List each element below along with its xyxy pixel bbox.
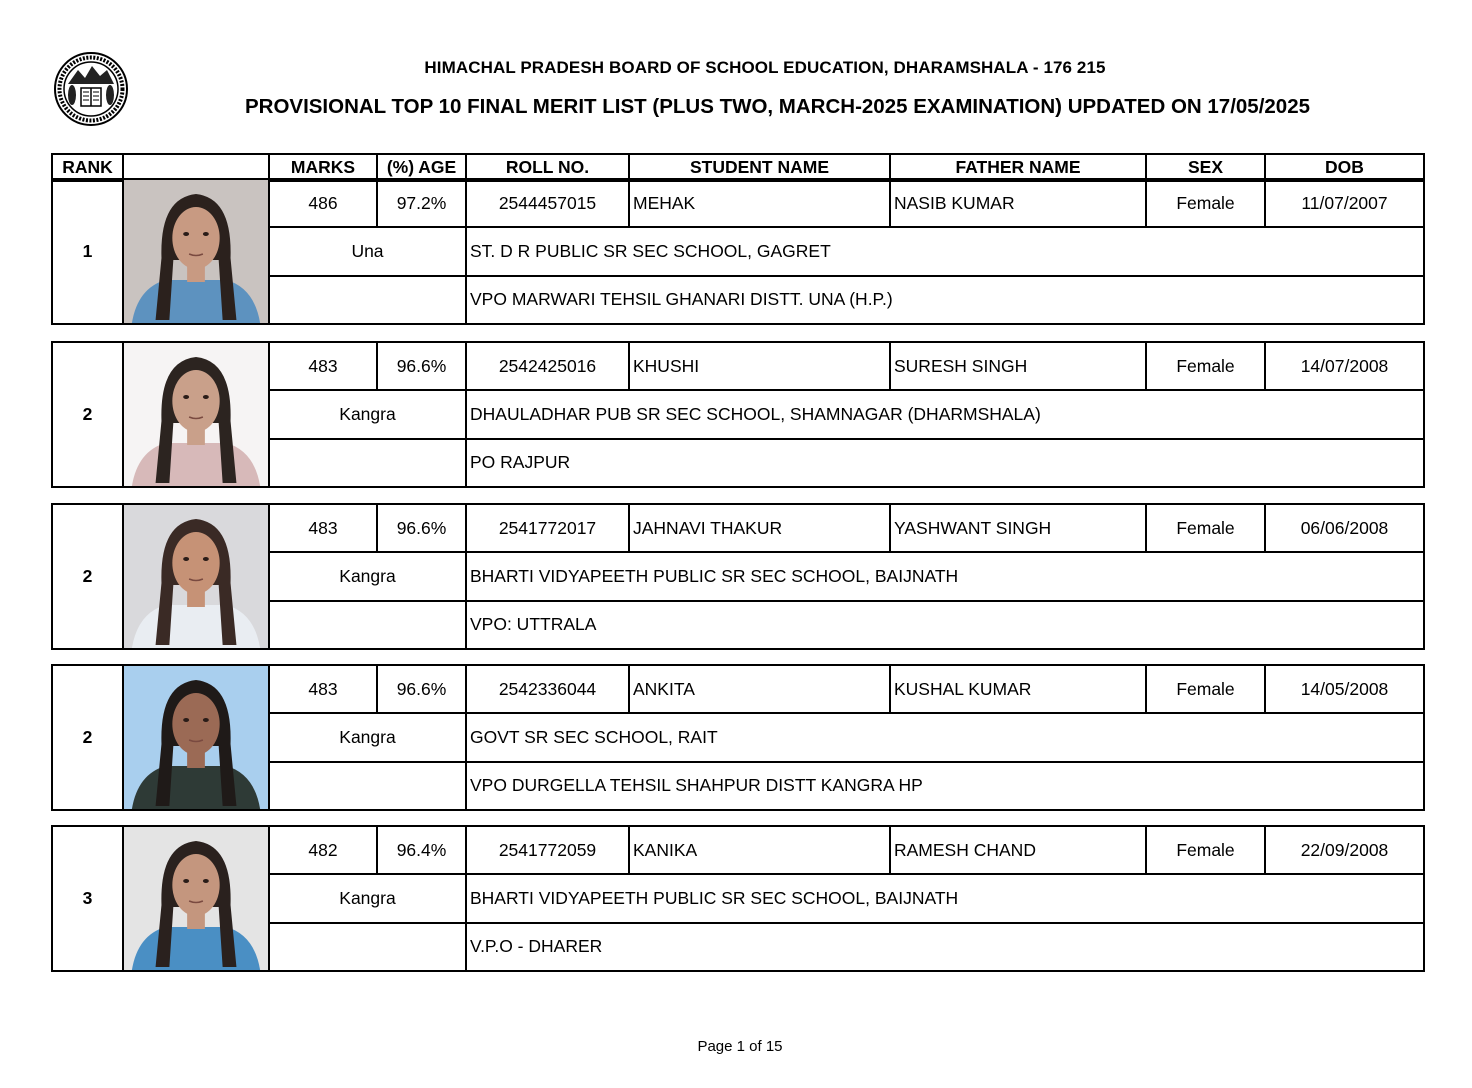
student-photo-cell <box>123 826 269 971</box>
address: VPO DURGELLA TEHSIL SHAHPUR DISTT KANGRA HP <box>466 762 1424 810</box>
sex: Female <box>1146 179 1265 227</box>
address: VPO MARWARI TEHSIL GHANARI DISTT. UNA (H.P.) <box>466 276 1424 324</box>
dob: 14/07/2008 <box>1265 342 1424 390</box>
percentage: 96.6% <box>377 504 466 552</box>
student-photo <box>124 505 268 648</box>
student-main-row <box>52 504 1424 552</box>
marks: 483 <box>269 665 377 713</box>
column-header-roll-no: ROLL NO. <box>466 154 629 181</box>
school-name: ST. D R PUBLIC SR SEC SCHOOL, GAGRET <box>466 227 1424 275</box>
empty-cell <box>269 601 466 649</box>
column-header-photo <box>123 154 269 181</box>
student-main-row <box>52 342 1424 390</box>
student-photo-cell <box>123 504 269 649</box>
father-name: SURESH SINGH <box>890 342 1146 390</box>
father-name: KUSHAL KUMAR <box>890 665 1146 713</box>
empty-cell <box>269 439 466 487</box>
student-record <box>51 178 1425 325</box>
column-header-sex: SEX <box>1146 154 1265 181</box>
student-photo <box>124 343 268 486</box>
sex: Female <box>1146 826 1265 874</box>
father-name: NASIB KUMAR <box>890 179 1146 227</box>
marks: 483 <box>269 342 377 390</box>
student-name: JAHNAVI THAKUR <box>629 504 890 552</box>
roll-no: 2544457015 <box>466 179 629 227</box>
father-name: RAMESH CHAND <box>890 826 1146 874</box>
sex: Female <box>1146 665 1265 713</box>
marks: 482 <box>269 826 377 874</box>
rank: 2 <box>52 342 123 487</box>
organization-heading: HIMACHAL PRADESH BOARD OF SCHOOL EDUCATION, DHARAMSHALA - 176 215 <box>424 58 1106 77</box>
school-name: BHARTI VIDYAPEETH PUBLIC SR SEC SCHOOL, BAIJNATH <box>466 552 1424 600</box>
student-main-row <box>52 179 1424 227</box>
student-photo-cell <box>123 179 269 324</box>
student-name: KHUSHI <box>629 342 890 390</box>
roll-no: 2542336044 <box>466 665 629 713</box>
sex: Female <box>1146 342 1265 390</box>
rank: 2 <box>52 665 123 810</box>
percentage: 96.4% <box>377 826 466 874</box>
merit-list-title: PROVISIONAL TOP 10 FINAL MERIT LIST (PLUS TWO, MARCH-2025 EXAMINATION) UPDATED ON 17/05/2025 <box>244 95 1311 118</box>
student-main-row <box>52 665 1424 713</box>
dob: 06/06/2008 <box>1265 504 1424 552</box>
column-header-dob: DOB <box>1265 154 1424 181</box>
percentage: 96.6% <box>377 665 466 713</box>
roll-no: 2542425016 <box>466 342 629 390</box>
student-record <box>51 825 1425 972</box>
dob: 22/09/2008 <box>1265 826 1424 874</box>
father-name: YASHWANT SINGH <box>890 504 1146 552</box>
student-record <box>51 664 1425 811</box>
rank: 3 <box>52 826 123 971</box>
column-header-student-name: STUDENT NAME <box>629 154 890 181</box>
marks: 486 <box>269 179 377 227</box>
district: Kangra <box>269 552 466 600</box>
student-name: ANKITA <box>629 665 890 713</box>
school-name: DHAULADHAR PUB SR SEC SCHOOL, SHAMNAGAR (DHARMSHALA) <box>466 390 1424 438</box>
roll-no: 2541772059 <box>466 826 629 874</box>
student-name: KANIKA <box>629 826 890 874</box>
column-header-marks: MARKS <box>269 154 377 181</box>
student-photo-cell <box>123 342 269 487</box>
percentage: 96.6% <box>377 342 466 390</box>
district: Kangra <box>269 713 466 761</box>
marks: 483 <box>269 504 377 552</box>
school-name: BHARTI VIDYAPEETH PUBLIC SR SEC SCHOOL, BAIJNATH <box>466 874 1424 922</box>
student-main-row <box>52 826 1424 874</box>
rank: 2 <box>52 504 123 649</box>
empty-cell <box>269 762 466 810</box>
student-photo <box>124 827 268 970</box>
page-number: Page 1 of 15 <box>697 1038 783 1055</box>
dob: 11/07/2007 <box>1265 179 1424 227</box>
student-photo <box>124 666 268 809</box>
sex: Female <box>1146 504 1265 552</box>
student-name: MEHAK <box>629 179 890 227</box>
column-header-percentage: (%) AGE <box>377 154 466 181</box>
column-header-rank: RANK <box>52 154 123 181</box>
student-record <box>51 503 1425 650</box>
address: VPO: UTTRALA <box>466 601 1424 649</box>
roll-no: 2541772017 <box>466 504 629 552</box>
district: Kangra <box>269 874 466 922</box>
empty-cell <box>269 923 466 971</box>
column-header-row <box>52 154 1424 181</box>
student-photo <box>124 180 268 323</box>
address: V.P.O - DHARER <box>466 923 1424 971</box>
percentage: 97.2% <box>377 179 466 227</box>
address: PO RAJPUR <box>466 439 1424 487</box>
column-header-father-name: FATHER NAME <box>890 154 1146 181</box>
district: Kangra <box>269 390 466 438</box>
student-record <box>51 341 1425 488</box>
empty-cell <box>269 276 466 324</box>
student-photo-cell <box>123 665 269 810</box>
rank: 1 <box>52 179 123 324</box>
district: Una <box>269 227 466 275</box>
school-name: GOVT SR SEC SCHOOL, RAIT <box>466 713 1424 761</box>
dob: 14/05/2008 <box>1265 665 1424 713</box>
